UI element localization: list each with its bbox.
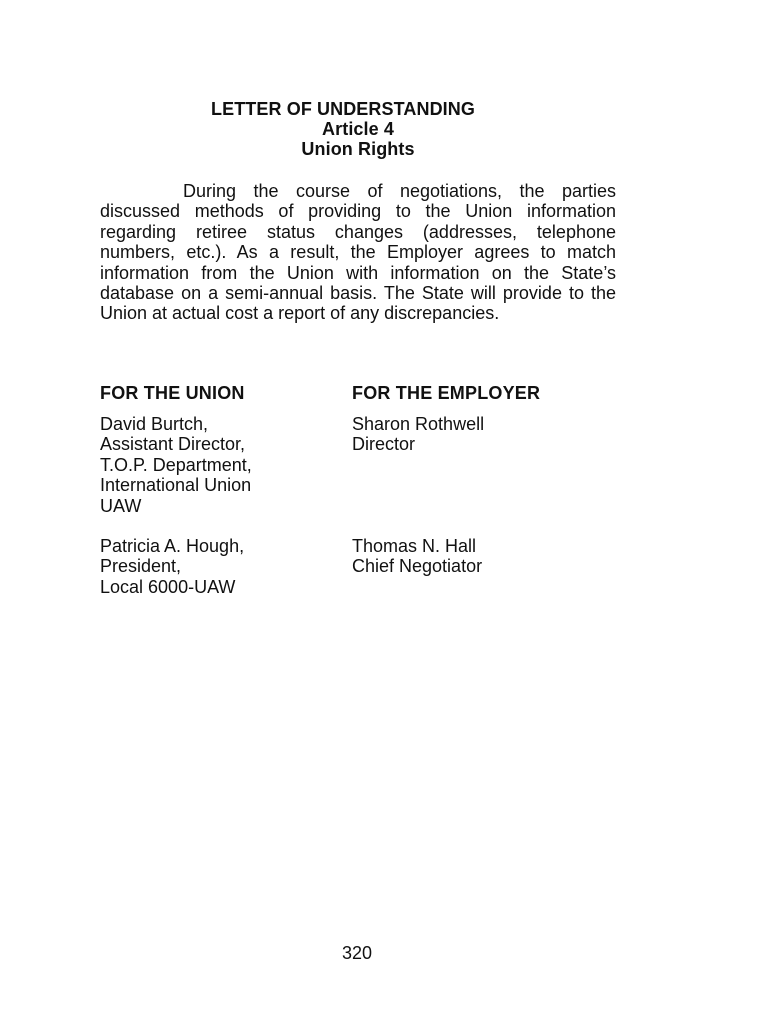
- article-title: Union Rights: [301, 139, 415, 159]
- union-signatory-2: [100, 536, 350, 597]
- signatory-title: Chief Negotiator: [352, 556, 483, 577]
- employer-signatory-2: [352, 536, 616, 577]
- signatory-local: Local 6000-UAW: [100, 576, 236, 597]
- signatory-title: President,: [100, 556, 182, 577]
- signatory-name: Patricia A. Hough,: [100, 536, 245, 556]
- signatory-organization: International Union: [100, 475, 252, 496]
- employer-signatory-1: [352, 414, 616, 455]
- signatory-name: Thomas N. Hall: [352, 536, 477, 556]
- article-number: Article 4: [322, 119, 394, 139]
- signatory-department: T.O.P. Department,: [100, 454, 252, 475]
- signatory-name: Sharon Rothwell: [352, 414, 485, 434]
- union-heading: FOR THE UNION: [100, 383, 245, 403]
- page-number: 320: [341, 943, 373, 963]
- document-heading: [100, 99, 616, 159]
- letter-body: During the course of negotiations, the parties discussed methods of providing to the Union information regarding retiree status changes (addresses, telephone numbers, etc.). As a result, the Employer agrees to match information from the Union with information on the State’s database on a semi-annual basis. The State will provide to the Union at actual cost a report of any discrepancies.: [100, 181, 616, 324]
- signatory-organization-short: UAW: [100, 495, 142, 516]
- letter-title: LETTER OF UNDERSTANDING: [211, 99, 475, 119]
- signatory-title: Assistant Director,: [100, 434, 246, 455]
- union-signatory-1: [100, 414, 350, 516]
- employer-heading: FOR THE EMPLOYER: [352, 383, 541, 403]
- signatory-name: David Burtch,: [100, 414, 209, 434]
- signatory-title: Director: [352, 434, 416, 455]
